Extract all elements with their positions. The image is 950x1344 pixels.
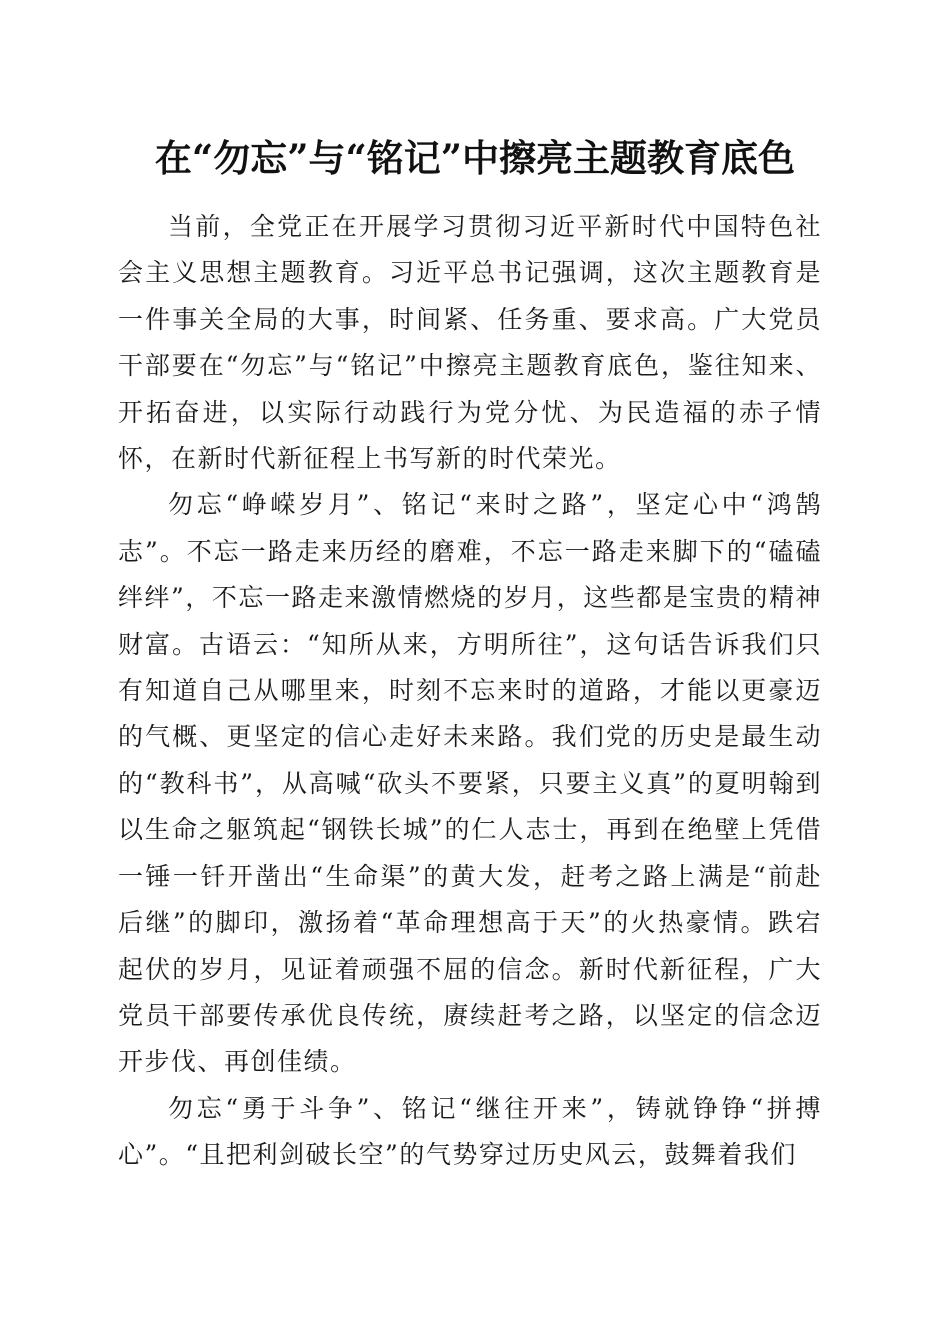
document-title: 在“勿忘”与“铭记”中擦亮主题教育底色 [154,136,796,180]
document-body [118,204,822,1179]
paragraph-section-2: 勿忘“勇于斗争”、铭记“继往开来”，铸就铮铮“拼搏心”。“且把利剑破长空”的气势穿过历史风云，鼓舞着我们 [118,1093,822,1170]
paragraph-section-1: 勿忘“峥嵘岁月”、铭记“来时之路”，坚定心中“鸿鹄志”。不忘一路走来历经的磨难，不忘一路走来脚下的“磕磕绊绊”，不忘一路走来激情燃烧的岁月，这些都是宝贵的精神财富。古语云：“知所从来，方明所往”，这句话告诉我们只有知道自己从哪里来，时刻不忘来时的道路，才能以更豪迈的气概、更坚定的信心走好未来路。我们党的历史是最生动的“教科书”，从高喊“砍头不要紧，只要主义真”的夏明翰到以生命之躯筑起“钢铁长城”的仁人志士，再到在绝壁上凭借一锤一钎开凿出“生命渠”的黄大发，赶考之路上满是“前赴后继”的脚印，激扬着“革命理想高于天”的火热豪情。跌宕起伏的岁月，见证着顽强不屈的信念。新时代新征程，广大党员干部要传承优良传统，赓续赶考之路，以坚定的信念迈开步伐、再创佳绩。 [118,490,822,1077]
paragraph-intro: 当前，全党正在开展学习贯彻习近平新时代中国特色社会主义思想主题教育。习近平总书记强调，这次主题教育是一件事关全局的大事，时间紧、任务重、要求高。广大党员干部要在“勿忘”与“铭记”中擦亮主题教育底色，鉴往知来、开拓奋进，以实际行动践行为党分忧、为民造福的赤子情怀，在新时代新征程上书写新的时代荣光。 [118,212,822,474]
